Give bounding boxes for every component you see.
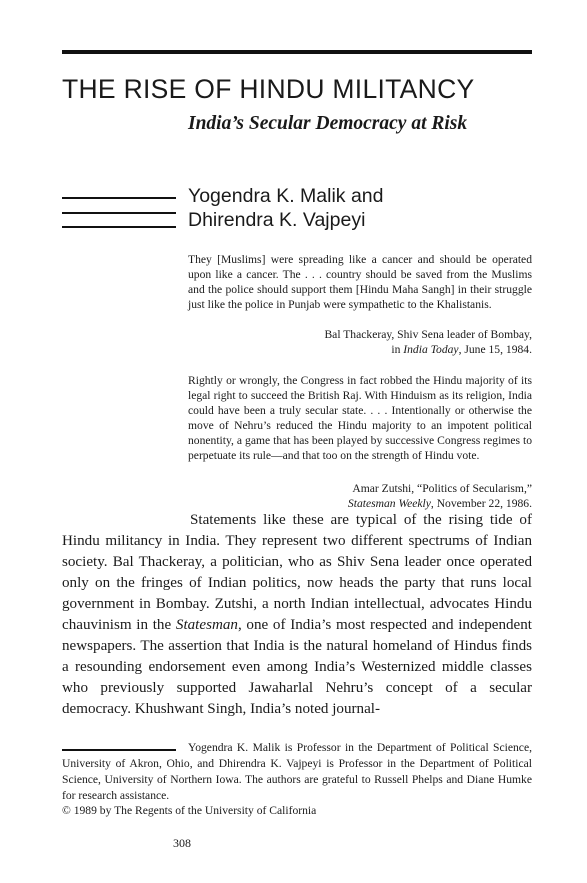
article-subtitle: India’s Secular Democracy at Risk: [188, 113, 468, 134]
author-names: [188, 184, 384, 232]
epigraph-attribution: [324, 327, 532, 357]
source-title: Statesman Weekly: [347, 497, 431, 510]
author-line: Dhirendra K. Vajpeyi: [188, 209, 366, 231]
newspaper-name: Statesman: [175, 617, 238, 633]
author-line: Yogendra K. Malik and: [188, 185, 384, 207]
attribution-line: Amar Zutshi, “Politics of Secularism,”: [352, 482, 532, 495]
epigraph-attribution: [348, 481, 532, 511]
copyright-notice: © 1989 by The Regents of the University of California: [62, 804, 317, 817]
author-footnote: Yogendra K. Malik is Professor in the Department of Political Science, University of Akron, Ohio, and Dhirendra K. Vajpeyi is Professor in the Department of Political Science, University of Northern Iowa. The authors are grateful to Russell Phelps and Diane Humke for research assistance.: [62, 741, 532, 802]
author-rule: [62, 212, 176, 214]
attribution-line: in India Today, June 15, 1984.: [391, 343, 532, 356]
body-paragraph: Statements like these are typical of the rising tide of Hindu militancy in India. They represent two different spectrums of Indian society. Bal Thackeray, a politician, who as Shiv Sena leader once operated only on the fringes of Indian politics, now heads the party that runs local government in Bombay. Zutshi, a north Indian intellectual, advocates Hindu chauvinism in the Statesman, one of India’s most respected and independent newspapers. The assertion that India is the natural homeland of Hindus finds a resounding endorsement even among India’s Westernized middle classes who previously supported Jawaharlal Nehru’s concept of a secular democracy. Khushwant Singh, India’s noted journal-: [62, 512, 532, 717]
author-rule: [62, 226, 176, 228]
epigraph-quote: Rightly or wrongly, the Congress in fact robbed the Hindu majority of its legal right to succeed the British Raj. With Hinduism as its religion, India could have been a truly secular state. . . . Intentionally or otherwise the move of Nehru’s reduced the Hindu majority to an impotent political nonentity, a game that has been played by successive Congress regimes to perpetuate its rule—and that too on the strength of Hindu vote.: [188, 374, 532, 462]
epigraph-quote: They [Muslims] were spreading like a cancer and should be operated upon like a cancer. The . . . country should be saved from the Muslims and the police should support them [Hindu Maha Sangh] in their struggle just like the police in Punjab were sympathetic to the Khalistanis.: [188, 253, 532, 311]
attribution-line: Bal Thackeray, Shiv Sena leader of Bombay,: [324, 328, 532, 341]
author-rule: [62, 197, 176, 199]
attribution-line: Statesman Weekly, November 22, 1986.: [347, 497, 532, 510]
top-rule: [62, 50, 532, 54]
page-number: 308: [173, 836, 191, 850]
article-title: THE RISE OF HINDU MILITANCY: [62, 74, 475, 104]
source-title: India Today: [403, 343, 459, 356]
